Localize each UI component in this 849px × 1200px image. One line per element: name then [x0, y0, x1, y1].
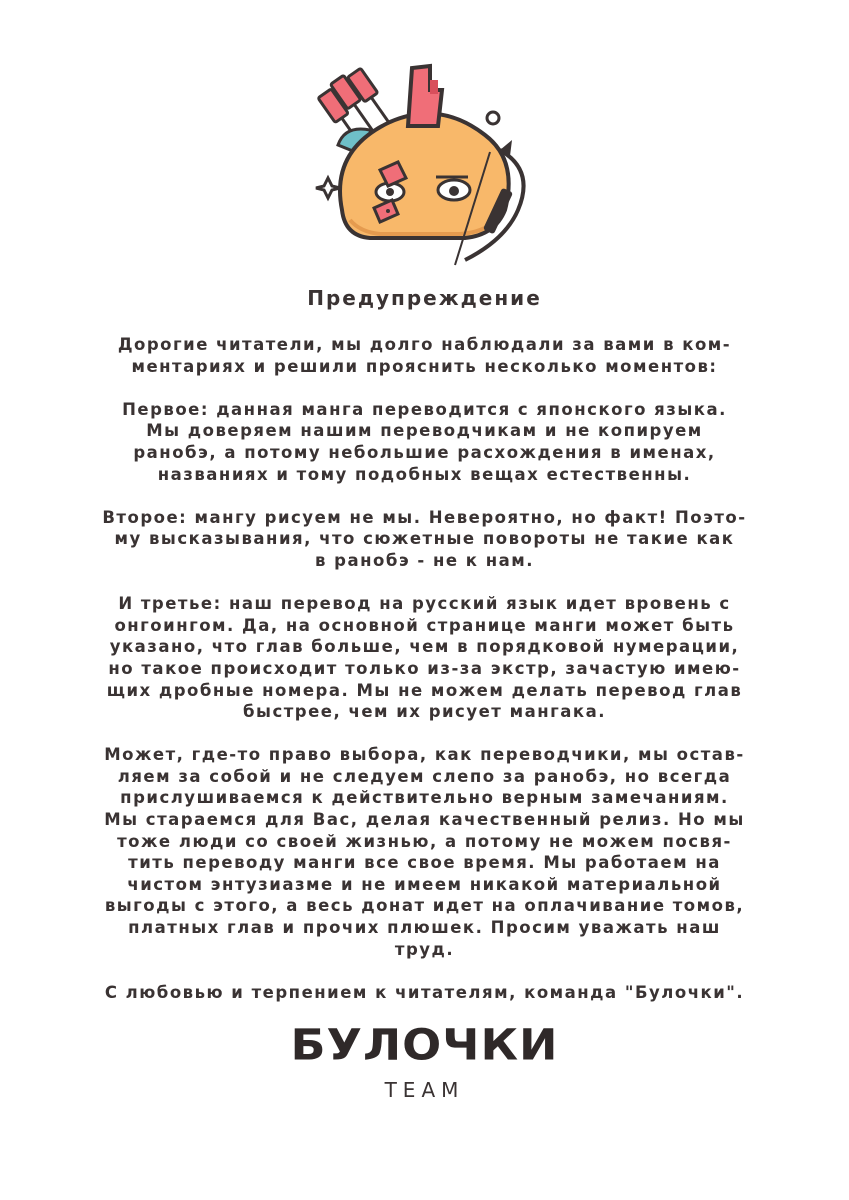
text-line: Мы доверяем нашим переводчикам и не копируем — [146, 421, 703, 441]
paragraph-first — [60, 399, 789, 485]
page-title: Предупреждение — [307, 286, 542, 310]
paragraph-intro — [60, 334, 789, 377]
warning-body — [60, 334, 789, 1025]
text-line: в ранобэ - не к нам. — [314, 550, 535, 570]
text-line: названиях и тому подобных вещах естественны. — [157, 464, 692, 484]
text-line: выгоды с этого, а весь донат идет на оплачивание томов, — [104, 896, 745, 916]
text-line: онгоингом. Да, на основной странице манги может быть — [114, 615, 735, 635]
paragraph-fourth — [60, 744, 789, 960]
text-line: щих дробные номера. Мы не можем делать перевод глав — [106, 680, 743, 700]
text-line: И третье: наш перевод на русский язык идет вровень с — [118, 594, 731, 614]
text-line: труд. — [394, 939, 455, 959]
text-line: Может, где-то право выбора, как переводчики, мы остав- — [104, 745, 745, 765]
text-line: прислушиваемся к действительно верным замечаниям. — [120, 788, 729, 808]
text-line: С любовью и терпением к читателям, команда "Булочки". — [104, 982, 745, 1002]
text-line: ментариях и решили прояснить несколько моментов: — [131, 356, 718, 376]
bun-warrior-mascot-icon — [290, 60, 550, 275]
text-line: Дорогие читатели, мы долго наблюдали за вами в ком- — [117, 335, 732, 354]
paragraph-signoff — [60, 982, 789, 1004]
text-line: тоже люди со своей жизнью, а потому не можем посвя- — [117, 831, 732, 851]
text-line: Мы стараемся для Вас, делая качественный релиз. Но мы — [104, 810, 745, 830]
text-line: му высказывания, что сюжетные повороты не такие как — [114, 529, 735, 549]
text-line: ранобэ, а потому небольшие расхождения в именах, — [133, 442, 716, 462]
text-line: платных глав и прочих плюшек. Просим уважать наш — [128, 918, 721, 938]
text-line: указано, что глав больше, чем в порядковой нумерации, — [109, 637, 740, 657]
text-line: но такое происходит только из-за экстр, зачастую имею- — [108, 658, 741, 678]
paragraph-second — [60, 507, 789, 572]
text-line: ляем за собой и не следуем слепо за ранобэ, но всегда — [117, 766, 732, 786]
brand-subtitle: TEAM — [384, 1078, 465, 1102]
brand-name: БУЛОЧКИ — [290, 1020, 559, 1070]
text-line: быстрее, чем их рисует мангака. — [243, 702, 606, 722]
text-line: чистом энтузиазме и не имеем никакой материальной — [127, 874, 722, 894]
text-line: тить переводу манги все свое время. Мы работаем на — [128, 853, 721, 873]
text-line: Первое: данная манга переводится с японского языка. — [122, 399, 727, 419]
text-line: Второе: мангу рисуем не мы. Невероятно, но факт! Поэто- — [102, 507, 747, 527]
paragraph-third — [60, 593, 789, 723]
